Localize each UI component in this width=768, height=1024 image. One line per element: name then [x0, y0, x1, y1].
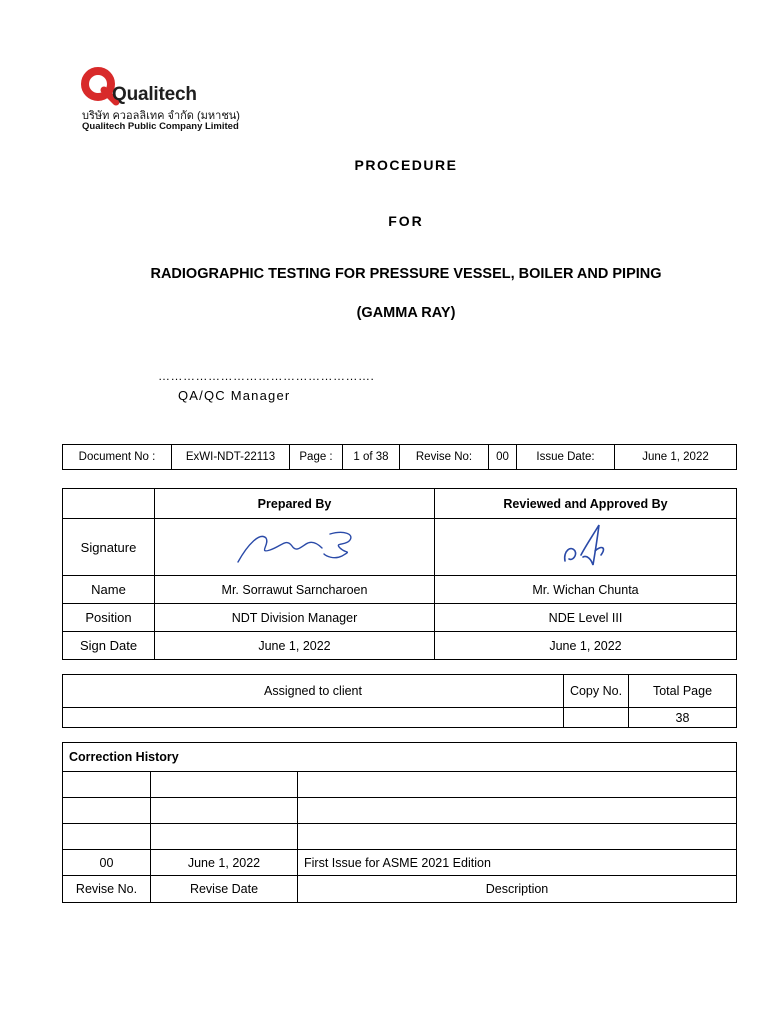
- empty-cell: [151, 824, 298, 850]
- empty-cell: [63, 824, 151, 850]
- revise-value: 00: [489, 445, 517, 470]
- empty-cell: [298, 772, 737, 798]
- title-gamma-ray: (GAMMA RAY): [356, 305, 456, 321]
- position-label: Position: [63, 604, 155, 632]
- logo-wordmark: Qualitech: [112, 84, 197, 105]
- prepared-position: NDT Division Manager: [155, 604, 435, 632]
- entry-description: First Issue for ASME 2021 Edition: [298, 850, 737, 876]
- copy-no-label: Copy No.: [564, 675, 629, 708]
- assignment-table: [62, 674, 737, 728]
- title-for: FOR: [388, 213, 424, 229]
- prepared-name: Mr. Sorrawut Sarncharoen: [155, 576, 435, 604]
- assigned-to-client-value: [63, 708, 564, 728]
- empty-cell: [298, 798, 737, 824]
- prepared-by-header: Prepared By: [155, 489, 435, 519]
- page-label: Page :: [290, 445, 343, 470]
- reviewed-signature: [435, 519, 737, 576]
- blank-header-cell: [63, 489, 155, 519]
- reviewed-signature-scribble: [551, 521, 621, 571]
- revise-no-header: Revise No.: [63, 876, 151, 903]
- empty-cell: [63, 772, 151, 798]
- doc-no-value: ExWI-NDT-22113: [172, 445, 290, 470]
- issue-date-value: June 1, 2022: [615, 445, 737, 470]
- sign-date-label: Sign Date: [63, 632, 155, 660]
- copy-no-value: [564, 708, 629, 728]
- reviewed-date: June 1, 2022: [435, 632, 737, 660]
- title-subject: RADIOGRAPHIC TESTING FOR PRESSURE VESSEL, BOILER AND PIPING: [150, 266, 662, 282]
- company-thai-name: บริษัท ควอลลิเทค จำกัด (มหาชน): [82, 110, 240, 122]
- revise-label: Revise No:: [400, 445, 489, 470]
- prepared-signature: [155, 519, 435, 576]
- entry-revise-no: 00: [63, 850, 151, 876]
- empty-cell: [298, 824, 737, 850]
- company-logo: [78, 64, 253, 136]
- signature-table: [62, 488, 737, 660]
- correction-history-heading: Correction History: [63, 743, 737, 772]
- signature-label: Signature: [63, 519, 155, 576]
- total-page-value: 38: [629, 708, 737, 728]
- table-row: [63, 850, 737, 876]
- document-info-table: [62, 444, 737, 470]
- reviewed-name: Mr. Wichan Chunta: [435, 576, 737, 604]
- approval-dotted-line: …………………………………………….: [158, 369, 375, 383]
- empty-cell: [151, 798, 298, 824]
- prepared-signature-scribble: [230, 524, 360, 568]
- reviewed-position: NDE Level III: [435, 604, 737, 632]
- doc-no-label: Document No :: [63, 445, 172, 470]
- prepared-date: June 1, 2022: [155, 632, 435, 660]
- assigned-to-client-label: Assigned to client: [63, 675, 564, 708]
- total-page-label: Total Page: [629, 675, 737, 708]
- empty-cell: [63, 798, 151, 824]
- page-value: 1 of 38: [343, 445, 400, 470]
- revise-date-header: Revise Date: [151, 876, 298, 903]
- approval-role: QA/QC Manager: [178, 388, 291, 403]
- issue-date-label: Issue Date:: [517, 445, 615, 470]
- description-header: Description: [298, 876, 737, 903]
- company-english-name: Qualitech Public Company Limited: [82, 121, 239, 132]
- correction-history-table: [62, 742, 737, 903]
- entry-revise-date: June 1, 2022: [151, 850, 298, 876]
- empty-cell: [151, 772, 298, 798]
- title-procedure: PROCEDURE: [354, 157, 458, 173]
- reviewed-by-header: Reviewed and Approved By: [435, 489, 737, 519]
- name-label: Name: [63, 576, 155, 604]
